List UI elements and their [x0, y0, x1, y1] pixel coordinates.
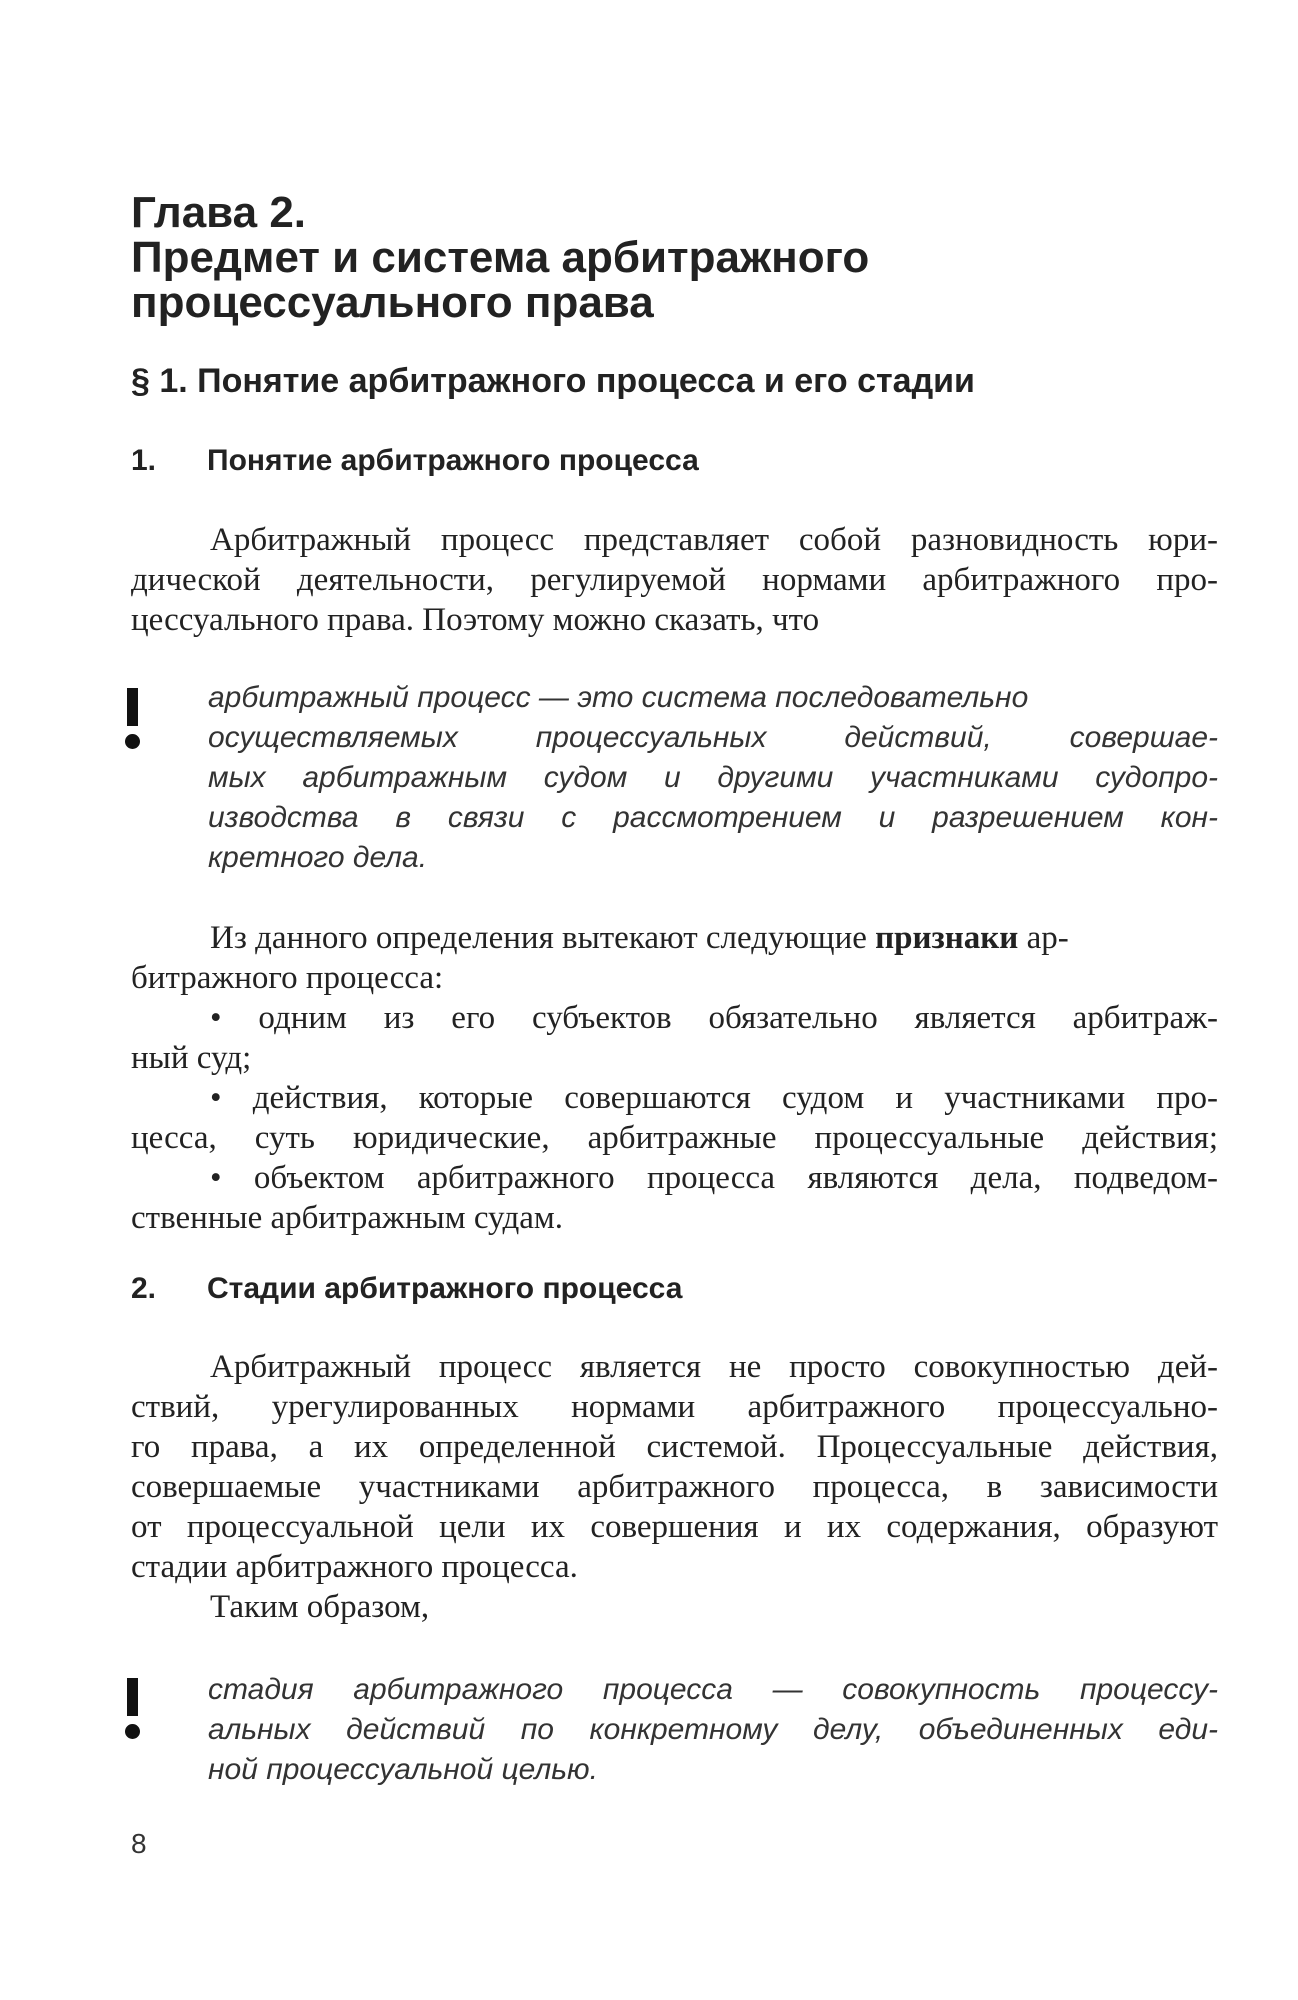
subsection-number: 2. [131, 1272, 157, 1305]
text-line: ный суд; [131, 1040, 252, 1076]
text-line: цесса, суть юридические, арбитражные процессуальные действия; [131, 1120, 1218, 1156]
text-line: арбитражный процесс — это система последовательно [208, 681, 1029, 714]
definition-block [208, 1670, 1218, 1790]
list-item: • действия, которые совершаются судом и участниками про- [210, 1080, 1218, 1116]
chapter-number: Глава 2. [131, 188, 307, 237]
text-line: осуществляемых процессуальных действий, совершае- [208, 721, 1218, 754]
emphasis: признаки [875, 920, 1019, 956]
chapter-heading [131, 190, 1171, 325]
paragraph [131, 918, 1218, 1238]
text-line: изводства в связи с рассмотрением и разрешением кон- [208, 801, 1218, 834]
chapter-title-line: процессуального права [131, 278, 654, 327]
chapter-title-line: Предмет и система арбитражного [131, 233, 870, 282]
text-line: ной процессуальной целью. [208, 1753, 598, 1786]
text-line: стадии арбитражного процесса. [131, 1549, 578, 1585]
text-line: от процессуальной цели их совершения и их содержания, образуют [131, 1509, 1218, 1545]
text-line: Арбитражный процесс представляет собой разновидность юри- [210, 522, 1218, 558]
text-line: ствий, урегулированных нормами арбитражного процессуально- [131, 1389, 1218, 1425]
definition-block [208, 678, 1218, 878]
subsection-number: 1. [131, 444, 157, 477]
subsection-heading [131, 1272, 682, 1306]
page-number: 8 [131, 1828, 147, 1859]
text-line: альных действий по конкретному делу, объединенных еди- [208, 1713, 1218, 1746]
text-line: битражного процесса: [131, 960, 444, 996]
subsection-heading [131, 444, 699, 478]
subsection-title: Понятие арбитражного процесса [207, 444, 699, 477]
exclamation-icon [124, 688, 144, 758]
section-heading: § 1. Понятие арбитражного процесса и его стадии [131, 362, 975, 400]
list-item: • одним из его субъектов обязательно является арбитраж- [210, 1000, 1218, 1036]
text-line: кретного дела. [208, 841, 428, 874]
exclamation-icon [124, 1678, 144, 1748]
paragraph [131, 1347, 1218, 1627]
paragraph [131, 520, 1218, 640]
list-item: • объектом арбитражного процесса являются дела, подведом- [210, 1160, 1218, 1196]
text-line: мых арбитражным судом и другими участниками судопро- [208, 761, 1218, 794]
text-line: цессуального права. Поэтому можно сказать, что [131, 602, 820, 638]
text-line: совершаемые участниками арбитражного процесса, в зависимости [131, 1469, 1218, 1505]
text-line: ственные арбитражным судам. [131, 1200, 564, 1236]
text-line: стадия арбитражного процесса — совокупность процессу- [208, 1673, 1218, 1706]
text-line: Арбитражный процесс является не просто совокупностью дей- [210, 1349, 1218, 1385]
text-line: Таким образом, [210, 1589, 430, 1625]
text-line: го права, а их определенной системой. Процессуальные действия, [131, 1429, 1218, 1465]
subsection-title: Стадии арбитражного процесса [207, 1272, 683, 1305]
text-line: дической деятельности, регулируемой нормами арбитражного про- [131, 562, 1218, 598]
text-line: Из данного определения вытекают следующие признаки ар- [210, 920, 1069, 956]
